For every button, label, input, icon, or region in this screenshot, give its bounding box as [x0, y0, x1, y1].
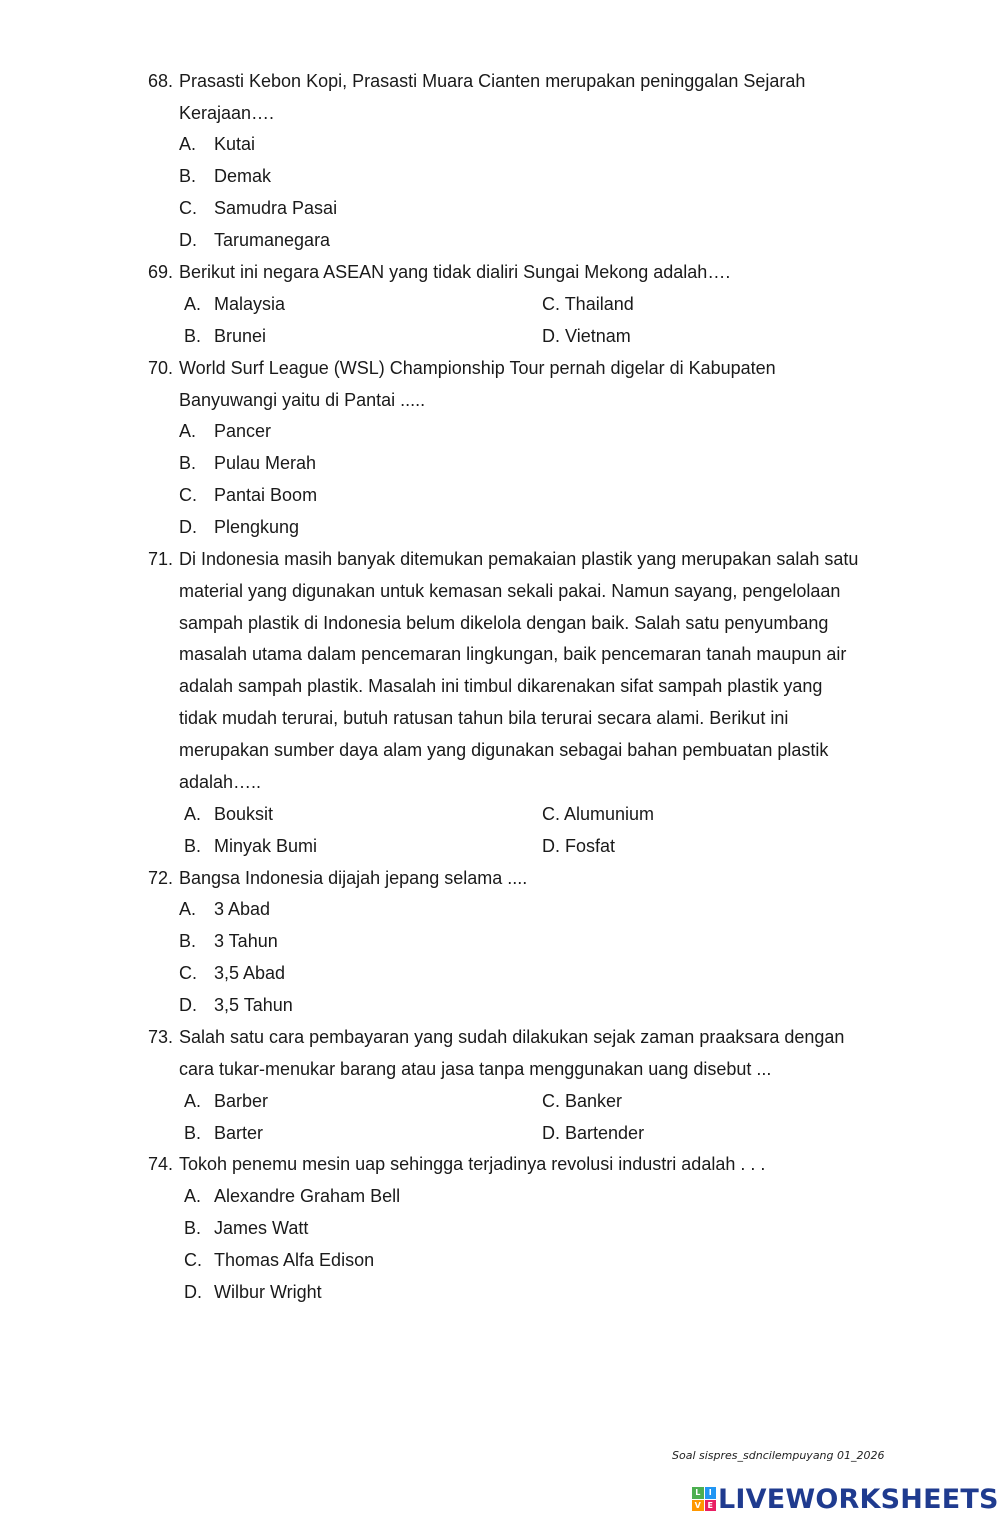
question-number: 71.: [148, 549, 174, 569]
option-74-d[interactable]: D. Wilbur Wright: [184, 1282, 322, 1302]
question-number: 73.: [148, 1027, 174, 1047]
option-72-b[interactable]: B. 3 Tahun: [179, 931, 278, 951]
option-70-c[interactable]: C. Pantai Boom: [179, 485, 318, 505]
question-text: Berikut ini negara ASEAN yang tidak dialiri Sungai Mekong adalah….: [179, 262, 731, 282]
option-74-b[interactable]: B. James Watt: [184, 1218, 309, 1238]
option-74-c[interactable]: C. Thomas Alfa Edison: [184, 1250, 375, 1270]
option-73-d[interactable]: D. Bartender: [542, 1123, 645, 1143]
question-72: [148, 863, 888, 895]
question-number: 70.: [148, 358, 174, 378]
liveworksheets-logo-icon: L I V E: [692, 1487, 716, 1511]
option-73-c[interactable]: C. Banker: [542, 1091, 623, 1111]
option-68-b[interactable]: B. Demak: [179, 166, 272, 186]
question-number: 69.: [148, 262, 174, 282]
brand-name: LIVEWORKSHEETS: [718, 1483, 999, 1515]
option-71-c[interactable]: C. Alumunium: [542, 804, 655, 824]
option-69-d[interactable]: D. Vietnam: [542, 326, 631, 346]
option-69-b[interactable]: B. Brunei: [184, 326, 267, 346]
option-72-c[interactable]: C. 3,5 Abad: [179, 963, 286, 983]
option-74-a[interactable]: A. Alexandre Graham Bell: [184, 1186, 401, 1206]
option-70-d[interactable]: D. Plengkung: [179, 517, 300, 537]
question-text: Salah satu cara pembayaran yang sudah dilakukan sejak zaman praaksara dengan cara tukar-menukar barang atau jasa tanpa menggunakan uang disebut ...: [179, 1027, 845, 1079]
option-69-a[interactable]: A. Malaysia: [184, 294, 286, 314]
option-71-a[interactable]: A. Bouksit: [184, 804, 274, 824]
option-73-a[interactable]: A. Barber: [184, 1091, 269, 1111]
question-73: [148, 1022, 888, 1086]
option-72-a[interactable]: A. 3 Abad: [179, 899, 271, 919]
question-number: 68.: [148, 71, 174, 91]
question-text: Di Indonesia masih banyak ditemukan pemakaian plastik yang merupakan salah satu material yang digunakan untuk kemasan sekali pakai. Namun sayang, pengelolaan sampah plastik di Indonesia belum dikelola dengan baik. Salah satu penyumbang masalah utama dalam pencemaran lingkungan, baik pencemaran tanah maupun air adalah sampah plastik. Masalah ini timbul dikarenakan sifat sampah plastik yang tidak mudah terurai, butuh ratusan tahun bila terurai secara alami. Berikut ini merupakan sumber daya alam yang digunakan sebagai bahan pembuatan plastik adalah…..: [179, 549, 859, 792]
question-text: World Surf League (WSL) Championship Tour pernah digelar di Kabupaten Banyuwangi yaitu di Pantai .....: [179, 358, 776, 410]
question-69: [148, 257, 888, 289]
question-text: Bangsa Indonesia dijajah jepang selama ....: [179, 868, 528, 888]
question-74: [148, 1149, 888, 1181]
footer-note: Soal sispres_sdncilempuyang 01_2026: [672, 1449, 885, 1462]
option-72-d[interactable]: D. 3,5 Tahun: [179, 995, 293, 1015]
question-68: [148, 66, 888, 130]
question-number: 74.: [148, 1154, 174, 1174]
option-70-b[interactable]: B. Pulau Merah: [179, 453, 317, 473]
question-text: Tokoh penemu mesin uap sehingga terjadinya revolusi industri adalah . . .: [179, 1154, 766, 1174]
option-73-b[interactable]: B. Barter: [184, 1123, 264, 1143]
question-text: Prasasti Kebon Kopi, Prasasti Muara Cianten merupakan peninggalan Sejarah Kerajaan….: [179, 71, 806, 123]
option-71-d[interactable]: D. Fosfat: [542, 836, 616, 856]
option-71-b[interactable]: B. Minyak Bumi: [184, 836, 318, 856]
option-69-c[interactable]: C. Thailand: [542, 294, 634, 314]
option-68-c[interactable]: C. Samudra Pasai: [179, 198, 338, 218]
question-70: [148, 353, 888, 417]
liveworksheets-brand[interactable]: [692, 1482, 999, 1516]
question-number: 72.: [148, 868, 174, 888]
option-68-d[interactable]: D. Tarumanegara: [179, 230, 331, 250]
option-70-a[interactable]: A. Pancer: [179, 421, 272, 441]
question-71: [148, 544, 888, 798]
option-68-a[interactable]: A. Kutai: [179, 134, 256, 154]
